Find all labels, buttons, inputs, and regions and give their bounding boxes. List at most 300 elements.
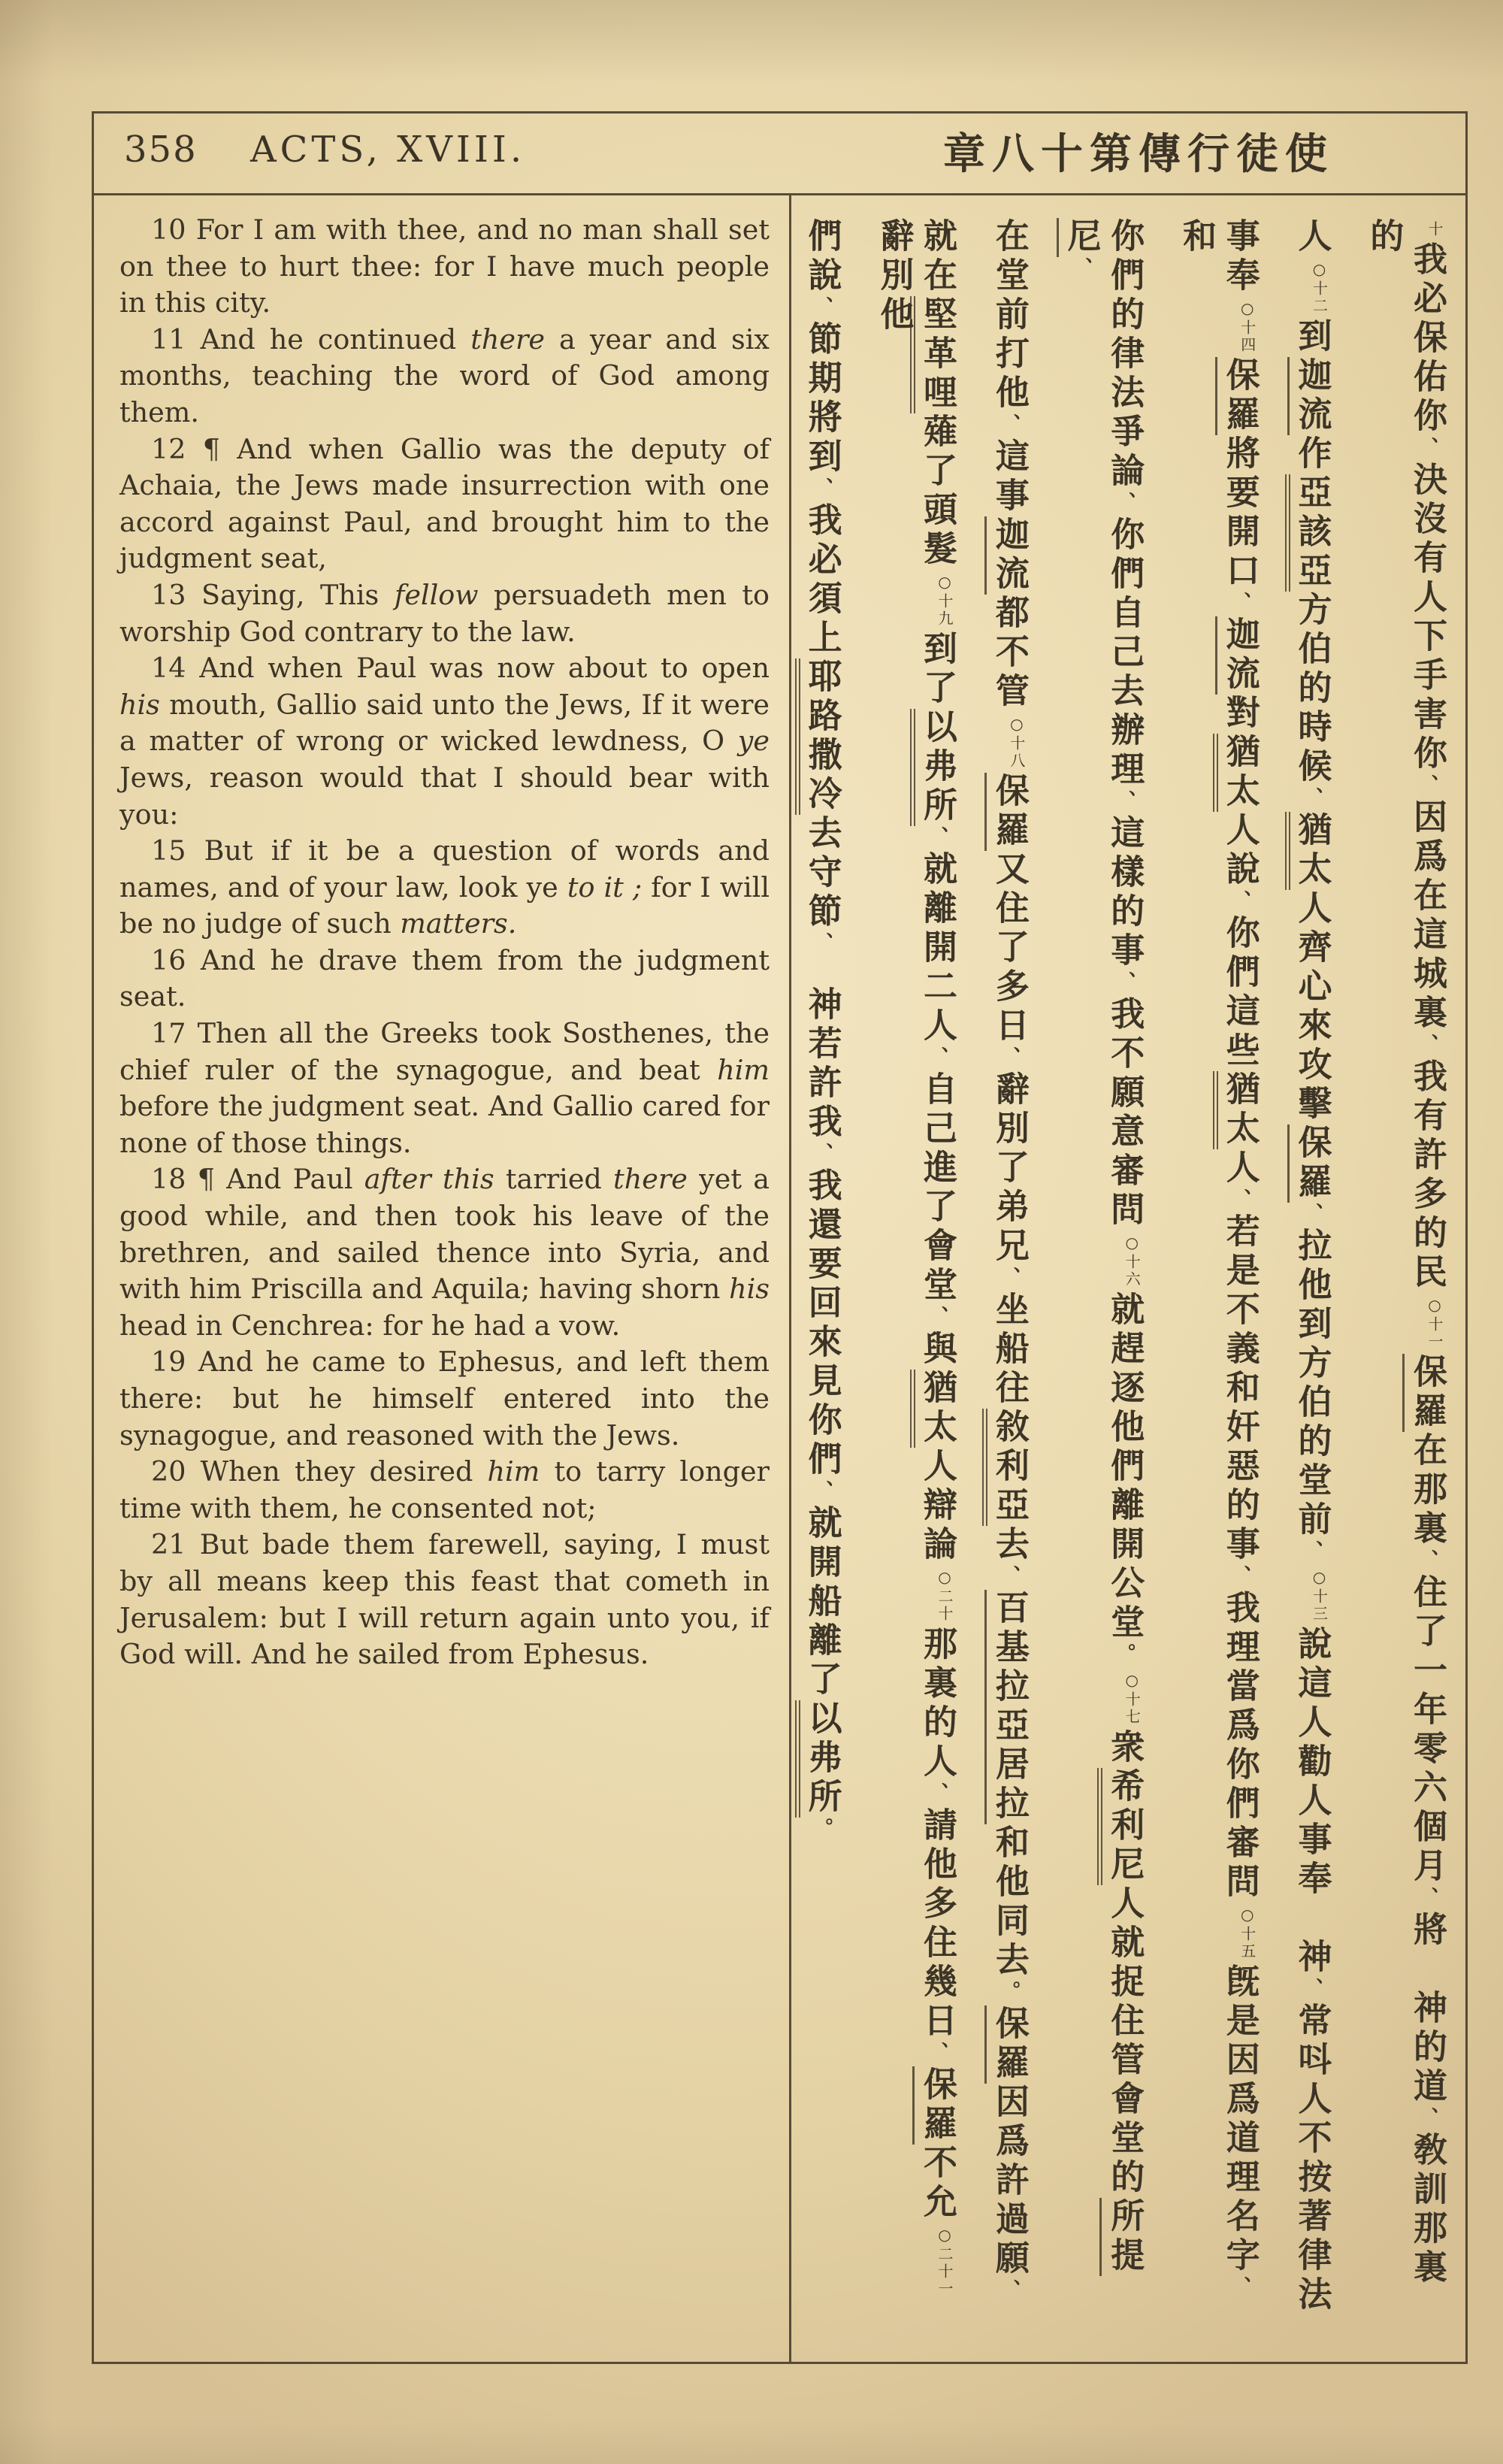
- text-run: [918, 413, 957, 570]
- cjk-character: 、: [810, 296, 833, 321]
- cjk-character: 己: [1105, 634, 1145, 673]
- cjk-character: 候: [1292, 748, 1332, 787]
- text-run: [918, 1626, 957, 2066]
- cjk-character: 有: [1407, 1097, 1447, 1137]
- cjk-character: 神: [1292, 1939, 1332, 1978]
- text-run: [918, 2145, 957, 2223]
- cjk-character: 人: [1292, 218, 1332, 257]
- cjk-character: 們: [1105, 1448, 1145, 1487]
- proper-name-place: [795, 1700, 842, 1818]
- cjk-character: 若: [802, 1025, 842, 1064]
- cjk-character: 論: [918, 1526, 958, 1565]
- text-run: [990, 218, 1030, 516]
- cjk-character: 路: [802, 698, 842, 737]
- verse-text-italic: after this: [364, 1163, 494, 1196]
- proper-name-place: [1285, 812, 1332, 890]
- cjk-character: 了: [918, 670, 958, 709]
- cjk-character: 敎: [1407, 2132, 1447, 2171]
- cjk-character: 你: [1105, 516, 1145, 555]
- cjk-character: 和: [1177, 218, 1217, 257]
- cjk-character: 尼: [1105, 1846, 1145, 1885]
- text-run: [1293, 1626, 1332, 2315]
- text-run: [990, 595, 1030, 712]
- cjk-character: 會: [1105, 2081, 1145, 2120]
- proper-name-person: [1287, 1125, 1332, 1203]
- cjk-character: 提: [1105, 2237, 1145, 2276]
- cjk-character: 住: [1407, 1574, 1447, 1613]
- chinese-column: [1175, 218, 1262, 2323]
- cjk-character: 往: [989, 1370, 1030, 1409]
- cjk-character: 、: [926, 2042, 949, 2066]
- cjk-character: 許: [1407, 1137, 1447, 1176]
- verse-text: 17 Then all the Greeks took Sosthenes, the chief ruler of the synagogue, and beat: [119, 1017, 770, 1086]
- verse-text-italic: his: [729, 1273, 770, 1306]
- cjk-character: 這: [1292, 1665, 1332, 1704]
- text-run: [1062, 257, 1102, 282]
- cjk-character: 我: [1105, 996, 1145, 1035]
- cjk-character: 心: [1292, 968, 1332, 1007]
- verse-paragraph: [119, 431, 770, 577]
- chinese-column: [987, 218, 1031, 2323]
- cjk-character: 到: [1292, 1306, 1332, 1345]
- cjk-character: 趕: [1105, 1330, 1145, 1370]
- cjk-character: 人: [918, 1007, 958, 1046]
- cjk-character: 、: [997, 1267, 1021, 1291]
- verse-paragraph: [119, 1454, 770, 1527]
- cjk-character: 利: [1105, 1807, 1145, 1846]
- cjk-character: 在: [918, 257, 958, 296]
- proper-name-person: [984, 1707, 1030, 1824]
- cjk-character: 開: [1220, 513, 1260, 552]
- cjk-character: 有: [1407, 540, 1447, 579]
- cjk-character: 辭: [989, 1071, 1030, 1110]
- cjk-character: 人: [1292, 1704, 1332, 1743]
- cjk-character: 旣: [1220, 1963, 1260, 2002]
- cjk-character: 與: [918, 1330, 958, 1370]
- page-title-english: ACTS, XVIII.: [250, 129, 526, 171]
- cjk-character: 人: [1292, 1782, 1332, 1821]
- cjk-character: 拉: [989, 1668, 1030, 1707]
- cjk-character: 的: [1407, 1215, 1447, 1254]
- cjk-character: 耶: [802, 658, 842, 698]
- cjk-character: 去: [989, 1526, 1030, 1565]
- verse-text: persuadeth men to worship God contrary to the law.: [119, 578, 770, 648]
- cjk-character: 節: [802, 893, 842, 932]
- cjk-character: 了: [989, 929, 1030, 968]
- cjk-character: 因: [989, 2084, 1030, 2123]
- cjk-character: 、: [1228, 592, 1251, 616]
- cjk-character: 說: [802, 257, 842, 296]
- cjk-character: 我: [802, 1103, 842, 1143]
- text-run: [990, 1824, 1030, 2005]
- cjk-character: 坐: [989, 1291, 1030, 1330]
- cjk-character: 的: [1407, 2029, 1447, 2068]
- cjk-character: 口: [1220, 552, 1260, 592]
- cjk-character: 到: [1292, 318, 1332, 357]
- cjk-character: 猶: [1220, 734, 1260, 773]
- cjk-character: 方: [1292, 1345, 1332, 1384]
- cjk-character: 你: [1220, 1746, 1260, 1785]
- cjk-character: 該: [1292, 513, 1332, 552]
- cjk-character: 裏: [918, 1665, 958, 1704]
- cjk-character: 爲: [1220, 2081, 1260, 2120]
- cjk-character: 爲: [1407, 838, 1447, 877]
- cjk-character: 羅: [989, 2045, 1030, 2084]
- cjk-character: 我: [1220, 1590, 1260, 1629]
- text-run: [990, 1526, 1030, 1590]
- cjk-character: 拉: [989, 1785, 1030, 1824]
- verse-paragraph: [119, 212, 770, 322]
- cjk-character: 說: [1220, 851, 1260, 890]
- proper-name-person: [984, 2005, 1030, 2084]
- cjk-character: 、: [926, 1046, 949, 1071]
- cjk-character: 這: [1105, 815, 1145, 854]
- verse-text: 11 And he continued: [151, 322, 471, 356]
- cjk-character: 、: [997, 413, 1021, 438]
- cjk-character: 你: [1220, 915, 1260, 954]
- verse-paragraph: [119, 833, 770, 943]
- cjk-character: 、: [1113, 492, 1136, 516]
- cjk-character: 理: [1220, 2159, 1260, 2198]
- cjk-character: 裏: [1407, 1510, 1447, 1549]
- cjk-character: 許: [989, 2162, 1030, 2201]
- text-run: [1220, 695, 1260, 734]
- cjk-character: 你: [1105, 218, 1145, 257]
- cjk-character: 所: [918, 787, 958, 826]
- cjk-character: 方: [1292, 592, 1332, 631]
- cjk-character: 城: [1407, 955, 1447, 994]
- cjk-character: 就: [802, 1505, 842, 1544]
- cjk-character: 我: [1407, 1058, 1447, 1097]
- cjk-character: 審: [1105, 1152, 1145, 1191]
- cjk-character: 裏: [1407, 2249, 1447, 2288]
- cjk-character: 開: [918, 929, 958, 968]
- cjk-character: 多: [918, 1885, 958, 1924]
- cjk-character: 流: [1220, 655, 1260, 695]
- cjk-character: 保: [989, 773, 1030, 812]
- text-run: [1293, 890, 1332, 1125]
- cjk-character: 保: [1292, 1125, 1332, 1164]
- cjk-character: 保: [989, 2005, 1030, 2045]
- cjk-character: 事: [989, 477, 1030, 516]
- cjk-character: 必: [802, 541, 842, 580]
- cjk-character: 不: [989, 634, 1030, 673]
- cjk-character: 弗: [918, 748, 958, 787]
- cjk-character: 按: [1292, 2159, 1332, 2198]
- cjk-character: [803, 947, 842, 986]
- cjk-character: 堂: [1105, 2120, 1145, 2159]
- cjk-character: 法: [1105, 374, 1145, 413]
- cjk-character: 開: [1105, 1526, 1145, 1565]
- verse-text-italic: there: [470, 322, 546, 356]
- proper-name-place: [1213, 1071, 1260, 1149]
- cjk-character: 船: [802, 1583, 842, 1622]
- cjk-character: 別: [989, 1110, 1030, 1149]
- verse-number-marker: ○十五: [1238, 1906, 1257, 1960]
- cjk-character: 們: [802, 1441, 842, 1480]
- text-run: [990, 851, 1030, 1409]
- cjk-character: 年: [1407, 1691, 1447, 1730]
- text-run: [803, 218, 842, 658]
- cjk-character: 、: [1415, 437, 1438, 462]
- cjk-character: 兄: [989, 1227, 1030, 1267]
- cjk-character: 所: [1105, 2198, 1145, 2237]
- cjk-character: 去: [802, 815, 842, 854]
- cjk-character: 冷: [802, 776, 842, 815]
- cjk-character: 們: [1105, 257, 1145, 296]
- text-run: [1105, 1729, 1145, 1768]
- cjk-character: 在: [1407, 877, 1447, 916]
- cjk-character: 守: [802, 854, 842, 893]
- page-header: [94, 114, 1465, 195]
- text-run: [1220, 812, 1260, 1071]
- text-run: [1220, 435, 1260, 616]
- cjk-character: 說: [1292, 1626, 1332, 1665]
- cjk-character: 亞: [989, 1487, 1030, 1526]
- proper-name-person: [1215, 616, 1260, 695]
- cjk-character: 須: [802, 580, 842, 619]
- cjk-character: 、: [1113, 971, 1136, 996]
- verse-text: to tarry longer time with them, he consented not;: [119, 1455, 770, 1524]
- verse-paragraph: [119, 650, 770, 833]
- verse-number-marker: ○二十: [936, 1568, 954, 1623]
- cjk-character: 、: [1415, 774, 1438, 799]
- cjk-character: 不: [1220, 1291, 1260, 1330]
- cjk-character: 裏: [1407, 994, 1447, 1034]
- cjk-character: 捉: [1105, 1963, 1145, 2002]
- cjk-character: 著: [1292, 2198, 1332, 2237]
- text-run: [918, 826, 957, 1370]
- text-run: [874, 218, 914, 335]
- verse-text: 21 But bade them farewell, saying, I must by all means keep this feast that cometh in Jerusalem: but I will return again unto you, if God will. And he sailed from Ephesus.: [119, 1528, 770, 1671]
- cjk-character: 一: [1407, 1652, 1447, 1691]
- cjk-character: [1293, 1899, 1332, 1939]
- proper-name-place: [1285, 474, 1332, 592]
- cjk-character: 哩: [918, 374, 958, 413]
- cjk-character: 、: [1415, 1887, 1438, 1912]
- verse-number-marker: ○十四: [1238, 299, 1257, 354]
- cjk-character: 道: [1220, 2120, 1260, 2159]
- cjk-character: 那: [1407, 1471, 1447, 1510]
- cjk-character: 的: [1292, 1423, 1332, 1462]
- cjk-character: 們: [1105, 555, 1145, 595]
- cjk-character: 願: [1105, 1074, 1145, 1113]
- cjk-character: 前: [989, 296, 1030, 335]
- cjk-character: 羅: [1407, 1393, 1447, 1432]
- cjk-character: 以: [802, 1700, 842, 1739]
- cjk-character: 羅: [918, 2105, 958, 2145]
- text-run: [1293, 318, 1332, 357]
- cjk-character: 要: [802, 1246, 842, 1285]
- cjk-character: 日: [989, 1007, 1030, 1046]
- cjk-character: 、: [1300, 1540, 1323, 1565]
- cjk-character: 將: [1407, 1912, 1447, 1951]
- cjk-character: 就: [918, 218, 958, 257]
- cjk-character: 若: [1220, 1213, 1260, 1252]
- cjk-character: 道: [1407, 2068, 1447, 2107]
- page-title-chinese: 章八十第傳行徒使: [943, 129, 1334, 179]
- cjk-character: 神: [802, 986, 842, 1025]
- cjk-character: 們: [802, 218, 842, 257]
- cjk-character: 居: [989, 1746, 1030, 1785]
- cjk-character: 和: [1220, 1370, 1260, 1409]
- cjk-character: 、: [810, 477, 833, 502]
- cjk-character: 迦: [1220, 616, 1260, 655]
- cjk-character: 們: [1220, 1785, 1260, 1824]
- cjk-character: 弟: [989, 1188, 1030, 1227]
- cjk-character: 齊: [1292, 929, 1332, 968]
- verse-text: 12 ¶ And when Gallio was the deputy of Achaia, the Jews made insurrection with one accord against Paul, and brought him to the judgment seat,: [119, 432, 770, 575]
- text-run: [1293, 1203, 1332, 1565]
- cjk-character: 我: [802, 502, 842, 541]
- chinese-column: [872, 218, 959, 2323]
- cjk-character: 義: [1220, 1330, 1260, 1370]
- text-run: [1105, 1885, 1145, 2198]
- text-run: [1408, 241, 1447, 1293]
- cjk-character: 那: [918, 1626, 958, 1665]
- cjk-character: 了: [918, 1188, 958, 1227]
- cjk-character: 太: [918, 1409, 958, 1448]
- cjk-character: 、: [997, 1046, 1021, 1071]
- cjk-character: 流: [1292, 396, 1332, 435]
- cjk-character: 同: [989, 1902, 1030, 1942]
- cjk-character: 、: [1228, 2276, 1251, 2301]
- cjk-character: 幾: [918, 1963, 958, 2002]
- verse-text: head in Cenchrea: for he had a vow.: [119, 1309, 621, 1342]
- cjk-character: 在: [989, 218, 1030, 257]
- cjk-character: 辦: [1105, 712, 1145, 751]
- cjk-character: 流: [989, 555, 1030, 595]
- english-text-column: [94, 195, 789, 2362]
- cjk-character: 我: [1407, 241, 1447, 280]
- cjk-character: 惡: [1220, 1448, 1260, 1487]
- cjk-character: 敘: [989, 1409, 1030, 1448]
- cjk-character: 這: [1407, 916, 1447, 955]
- proper-name-person: [984, 1590, 1030, 1707]
- cjk-character: 日: [918, 2002, 958, 2042]
- text-run: [1293, 435, 1332, 474]
- cjk-character: 辯: [918, 1487, 958, 1526]
- verse-text-italic: there: [613, 1163, 688, 1196]
- cjk-character: 以: [918, 709, 958, 748]
- cjk-character: 希: [1105, 1768, 1145, 1807]
- cjk-character: 前: [1292, 1501, 1332, 1540]
- verse-text: 19 And he came to Ephesus, and left them there: but he himself entered into the synagogue, and reasoned with the Jews.: [119, 1346, 770, 1451]
- cjk-character: 是: [1220, 1252, 1260, 1291]
- verse-text: 15 But if it be a question of words and names, and of your law, look ye: [119, 834, 770, 904]
- cjk-character: 律: [1292, 2237, 1332, 2276]
- cjk-character: 不: [1105, 1035, 1145, 1074]
- verse-text-italic: ye: [737, 725, 770, 758]
- cjk-character: 羅: [1292, 1164, 1332, 1203]
- cjk-character: 髮: [918, 531, 958, 570]
- cjk-character: 因: [1407, 799, 1447, 838]
- cjk-character: 願: [989, 2240, 1030, 2279]
- cjk-character: 亞: [989, 1707, 1030, 1746]
- cjk-character: 上: [802, 619, 842, 658]
- cjk-character: 己: [918, 1110, 958, 1149]
- cjk-character: 他: [874, 296, 915, 335]
- chinese-column: [1060, 218, 1146, 2323]
- cjk-character: 了: [802, 1661, 842, 1700]
- cjk-character: 你: [1407, 735, 1447, 774]
- cjk-character: 擊: [1292, 1085, 1332, 1125]
- cjk-character: 節: [802, 321, 842, 360]
- cjk-character: 爭: [1105, 413, 1145, 453]
- proper-name-person: [1402, 1354, 1447, 1432]
- cjk-character: 多: [1407, 1176, 1447, 1215]
- verse-text: 13 Saying, This: [151, 578, 395, 611]
- cjk-character: 船: [989, 1330, 1030, 1370]
- cjk-character: 別: [874, 257, 915, 296]
- cjk-character: 害: [1407, 696, 1447, 735]
- cjk-character: 事: [1220, 1526, 1260, 1565]
- cjk-character: 的: [1220, 1487, 1260, 1526]
- verse-number-marker: ○十一: [1425, 1296, 1444, 1351]
- cjk-character: 在: [1407, 1432, 1447, 1471]
- cjk-character: 論: [1105, 453, 1145, 492]
- text-run: [1105, 218, 1145, 1230]
- cjk-character: 決: [1407, 462, 1447, 501]
- cjk-character: 管: [1105, 2042, 1145, 2081]
- cjk-character: 的: [918, 1704, 958, 1743]
- verse-text-italic: matters.: [400, 907, 517, 940]
- cjk-character: 住: [1105, 2002, 1145, 2042]
- cjk-character: 會: [918, 1227, 958, 1267]
- cjk-character: 到: [918, 631, 958, 670]
- cjk-character: 那: [1407, 2210, 1447, 2249]
- cjk-character: 人: [1105, 1885, 1145, 1924]
- cjk-character: 就: [1105, 1291, 1145, 1330]
- cjk-character: 民: [1407, 1254, 1447, 1293]
- cjk-character: 問: [1220, 1863, 1260, 1902]
- cjk-character: 撒: [802, 737, 842, 776]
- cjk-character: 常: [1292, 2002, 1332, 2042]
- cjk-character: 都: [989, 595, 1030, 634]
- cjk-character: 羅: [1220, 396, 1260, 435]
- cjk-character: 保: [1407, 1354, 1447, 1393]
- cjk-character: 奸: [1220, 1409, 1260, 1448]
- verse-text: before the judgment seat. And Gallio cared for none of those things.: [119, 1090, 770, 1159]
- verse-paragraph: [119, 1344, 770, 1454]
- cjk-character: 離: [918, 890, 958, 929]
- cjk-character: 你: [1407, 398, 1447, 437]
- cjk-character: 。: [1113, 1643, 1136, 1668]
- verse-text: 18 ¶ And Paul: [151, 1163, 364, 1196]
- cjk-character: 、: [926, 826, 949, 851]
- verse-paragraph: [119, 1161, 770, 1344]
- cjk-character: 迦: [989, 516, 1030, 555]
- cjk-character: 的: [1105, 296, 1145, 335]
- cjk-character: 來: [802, 1324, 842, 1363]
- cjk-character: 就: [1105, 1924, 1145, 1963]
- cjk-character: 神: [1407, 1990, 1447, 2029]
- cjk-character: 他: [989, 1863, 1030, 1902]
- verse-text: mouth, Gallio said unto the Jews, If it were a matter of wrong or wicked lewdness, O: [119, 688, 770, 758]
- cjk-character: 進: [918, 1149, 958, 1188]
- cjk-character: 必: [1407, 280, 1447, 319]
- cjk-character: 革: [918, 335, 958, 374]
- cjk-character: 爲: [989, 2123, 1030, 2162]
- cjk-character: 、: [1300, 1203, 1323, 1227]
- cjk-character: 住: [918, 1924, 958, 1963]
- cjk-character: 沒: [1407, 501, 1447, 540]
- cjk-character: 當: [1220, 1668, 1260, 1707]
- cjk-character: 他: [918, 1846, 958, 1885]
- cjk-character: 去: [1105, 673, 1145, 712]
- cjk-character: 他: [1292, 1267, 1332, 1306]
- cjk-character: 、: [1228, 890, 1251, 915]
